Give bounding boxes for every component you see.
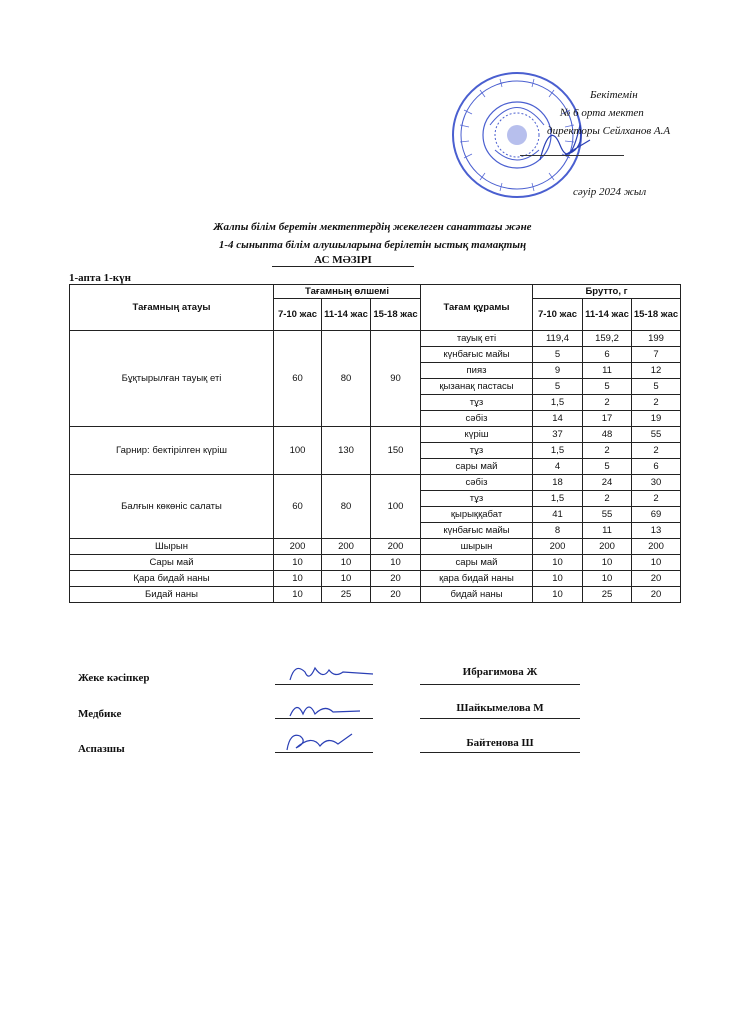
dish-portion-cell: 10 [274, 571, 322, 587]
ingredient-gross-cell: 200 [583, 539, 632, 555]
ingredient-row [70, 539, 681, 555]
header-portion-age-15-18: 15-18 жас [371, 299, 421, 331]
ingredient-name-cell: бидай наны [421, 587, 533, 603]
ingredient-gross-cell: 5 [533, 347, 583, 363]
signature-name-nurse: Шайкымелова М [456, 702, 544, 714]
dish-portion-cell: 10 [274, 587, 322, 603]
approval-line-3: директоры Сейлханов А.А [547, 125, 671, 137]
ingredient-name-cell: қырыққабат [421, 507, 533, 523]
ingredient-gross-cell: 11 [583, 523, 632, 539]
ingredient-gross-cell: 2 [583, 491, 632, 507]
ingredient-gross-cell: 12 [632, 363, 681, 379]
ingredient-gross-cell: 41 [533, 507, 583, 523]
dish-portion-cell: 10 [371, 555, 421, 571]
ingredient-row [70, 475, 681, 491]
ingredient-gross-cell: 69 [632, 507, 681, 523]
ingredient-name-cell: тауық еті [421, 331, 533, 347]
dish-portion-cell: 200 [322, 539, 371, 555]
dish-name-cell: Балғын көкөніс салаты [70, 475, 274, 539]
ingredient-gross-cell: 5 [632, 379, 681, 395]
ingredient-name-cell: тұз [421, 443, 533, 459]
signature-scribble-nurse [285, 696, 365, 722]
ingredient-row [70, 427, 681, 443]
header-composition: Тағам құрамы [421, 285, 533, 331]
ingredient-gross-cell: 5 [583, 459, 632, 475]
ingredient-gross-cell: 7 [632, 347, 681, 363]
ingredient-gross-cell: 5 [583, 379, 632, 395]
ingredient-gross-cell: 20 [632, 571, 681, 587]
header-gross-age-11-14: 11-14 жас [583, 299, 632, 331]
ingredient-gross-cell: 14 [533, 411, 583, 427]
signature-name-line-nurse [420, 718, 580, 719]
day-label: 1-апта 1-күн [69, 272, 131, 284]
approval-line-1: Бекітемін [590, 89, 638, 101]
signature-name-line-cook [420, 752, 580, 753]
ingredient-gross-cell: 13 [632, 523, 681, 539]
ingredient-gross-cell: 200 [632, 539, 681, 555]
dish-portion-cell: 10 [274, 555, 322, 571]
ingredient-gross-cell: 2 [632, 443, 681, 459]
ingredient-gross-cell: 37 [533, 427, 583, 443]
header-gross: Брутто, г [533, 285, 681, 299]
ingredient-gross-cell: 159,2 [583, 331, 632, 347]
ingredient-gross-cell: 18 [533, 475, 583, 491]
dish-portion-cell: 10 [322, 555, 371, 571]
ingredient-name-cell: сәбіз [421, 411, 533, 427]
signature-role-cook: Аспазшы [78, 743, 125, 755]
header-portion-age-11-14: 11-14 жас [322, 299, 371, 331]
header-gross-age-15-18: 15-18 жас [632, 299, 681, 331]
ingredient-gross-cell: 25 [583, 587, 632, 603]
dish-name-cell: Сары май [70, 555, 274, 571]
dish-name-cell: Шырын [70, 539, 274, 555]
dish-name-cell: Бидай наны [70, 587, 274, 603]
signature-role-entrepreneur: Жеке кәсіпкер [78, 672, 150, 684]
dish-portion-cell: 200 [371, 539, 421, 555]
ingredient-row [70, 571, 681, 587]
approval-line-2: № 6 орта мектеп [560, 107, 644, 119]
ingredient-name-cell: тұз [421, 491, 533, 507]
approval-date: сәуір 2024 жыл [573, 186, 647, 198]
dish-portion-cell: 100 [274, 427, 322, 475]
header-gross-age-7-10: 7-10 жас [533, 299, 583, 331]
ingredient-gross-cell: 17 [583, 411, 632, 427]
ingredient-name-cell: күріш [421, 427, 533, 443]
ingredient-gross-cell: 4 [533, 459, 583, 475]
dish-name-cell: Қара бидай наны [70, 571, 274, 587]
ingredient-row [70, 331, 681, 347]
ingredient-gross-cell: 8 [533, 523, 583, 539]
ingredient-name-cell: тұз [421, 395, 533, 411]
dish-portion-cell: 130 [322, 427, 371, 475]
header-dish-name: Тағамның атауы [70, 285, 274, 331]
ingredient-gross-cell: 200 [533, 539, 583, 555]
ingredient-gross-cell: 19 [632, 411, 681, 427]
ingredient-gross-cell: 10 [533, 571, 583, 587]
ingredient-gross-cell: 2 [632, 491, 681, 507]
ingredient-gross-cell: 6 [583, 347, 632, 363]
dish-portion-cell: 80 [322, 331, 371, 427]
signature-scribble-entrepreneur [285, 660, 375, 688]
dish-portion-cell: 20 [371, 571, 421, 587]
dish-portion-cell: 80 [322, 475, 371, 539]
menu-table [69, 284, 681, 603]
ingredient-gross-cell: 30 [632, 475, 681, 491]
dish-portion-cell: 10 [322, 571, 371, 587]
header-portion-age-7-10: 7-10 жас [274, 299, 322, 331]
dish-name-cell: Бұқтырылған тауық еті [70, 331, 274, 427]
ingredient-gross-cell: 9 [533, 363, 583, 379]
dish-name-cell: Гарнир: бектірілген күріш [70, 427, 274, 475]
ingredient-row [70, 555, 681, 571]
document-title-line-1: Жалпы білім беретін мектептердің жекелеген санаттағы және [213, 221, 532, 233]
ingredient-gross-cell: 6 [632, 459, 681, 475]
ingredient-name-cell: сары май [421, 555, 533, 571]
ingredient-name-cell: қызанақ пастасы [421, 379, 533, 395]
ingredient-name-cell: қара бидай наны [421, 571, 533, 587]
dish-portion-cell: 100 [371, 475, 421, 539]
dish-portion-cell: 60 [274, 475, 322, 539]
ingredient-gross-cell: 119,4 [533, 331, 583, 347]
ingredient-name-cell: пияз [421, 363, 533, 379]
ingredient-name-cell: сары май [421, 459, 533, 475]
ingredient-gross-cell: 24 [583, 475, 632, 491]
ingredient-row [70, 587, 681, 603]
ingredient-gross-cell: 1,5 [533, 443, 583, 459]
ingredient-gross-cell: 10 [583, 555, 632, 571]
header-portion: Тағамның өлшемі [274, 285, 421, 299]
dish-portion-cell: 25 [322, 587, 371, 603]
ingredient-gross-cell: 55 [632, 427, 681, 443]
menu-heading: АС МӘЗІРІ [272, 254, 414, 267]
dish-portion-cell: 200 [274, 539, 322, 555]
ingredient-gross-cell: 2 [583, 395, 632, 411]
dish-portion-cell: 60 [274, 331, 322, 427]
dish-portion-cell: 90 [371, 331, 421, 427]
ingredient-gross-cell: 10 [533, 587, 583, 603]
ingredient-gross-cell: 1,5 [533, 491, 583, 507]
ingredient-gross-cell: 199 [632, 331, 681, 347]
ingredient-name-cell: күнбағыс майы [421, 523, 533, 539]
approval-signature-line [520, 155, 624, 156]
ingredient-gross-cell: 1,5 [533, 395, 583, 411]
signature-name-cook: Байтенова Ш [466, 737, 534, 749]
ingredient-gross-cell: 10 [533, 555, 583, 571]
signature-role-nurse: Медбике [78, 708, 122, 720]
ingredient-name-cell: сәбіз [421, 475, 533, 491]
menu-table-body [70, 331, 681, 603]
ingredient-gross-cell: 10 [583, 571, 632, 587]
ingredient-gross-cell: 10 [632, 555, 681, 571]
dish-portion-cell: 20 [371, 587, 421, 603]
document-title-line-2: 1-4 сыныпта білім алушыларына берілетін ыстық тамақтың [218, 239, 527, 251]
ingredient-gross-cell: 2 [583, 443, 632, 459]
ingredient-name-cell: шырын [421, 539, 533, 555]
ingredient-gross-cell: 55 [583, 507, 632, 523]
ingredient-gross-cell: 11 [583, 363, 632, 379]
signature-name-entrepreneur: Ибрагимова Ж [462, 666, 538, 678]
signature-scribble-cook [282, 728, 362, 756]
ingredient-name-cell: күнбағыс майы [421, 347, 533, 363]
dish-portion-cell: 150 [371, 427, 421, 475]
ingredient-gross-cell: 20 [632, 587, 681, 603]
signature-name-line-entrepreneur [420, 684, 580, 685]
ingredient-gross-cell: 48 [583, 427, 632, 443]
ingredient-gross-cell: 5 [533, 379, 583, 395]
ingredient-gross-cell: 2 [632, 395, 681, 411]
